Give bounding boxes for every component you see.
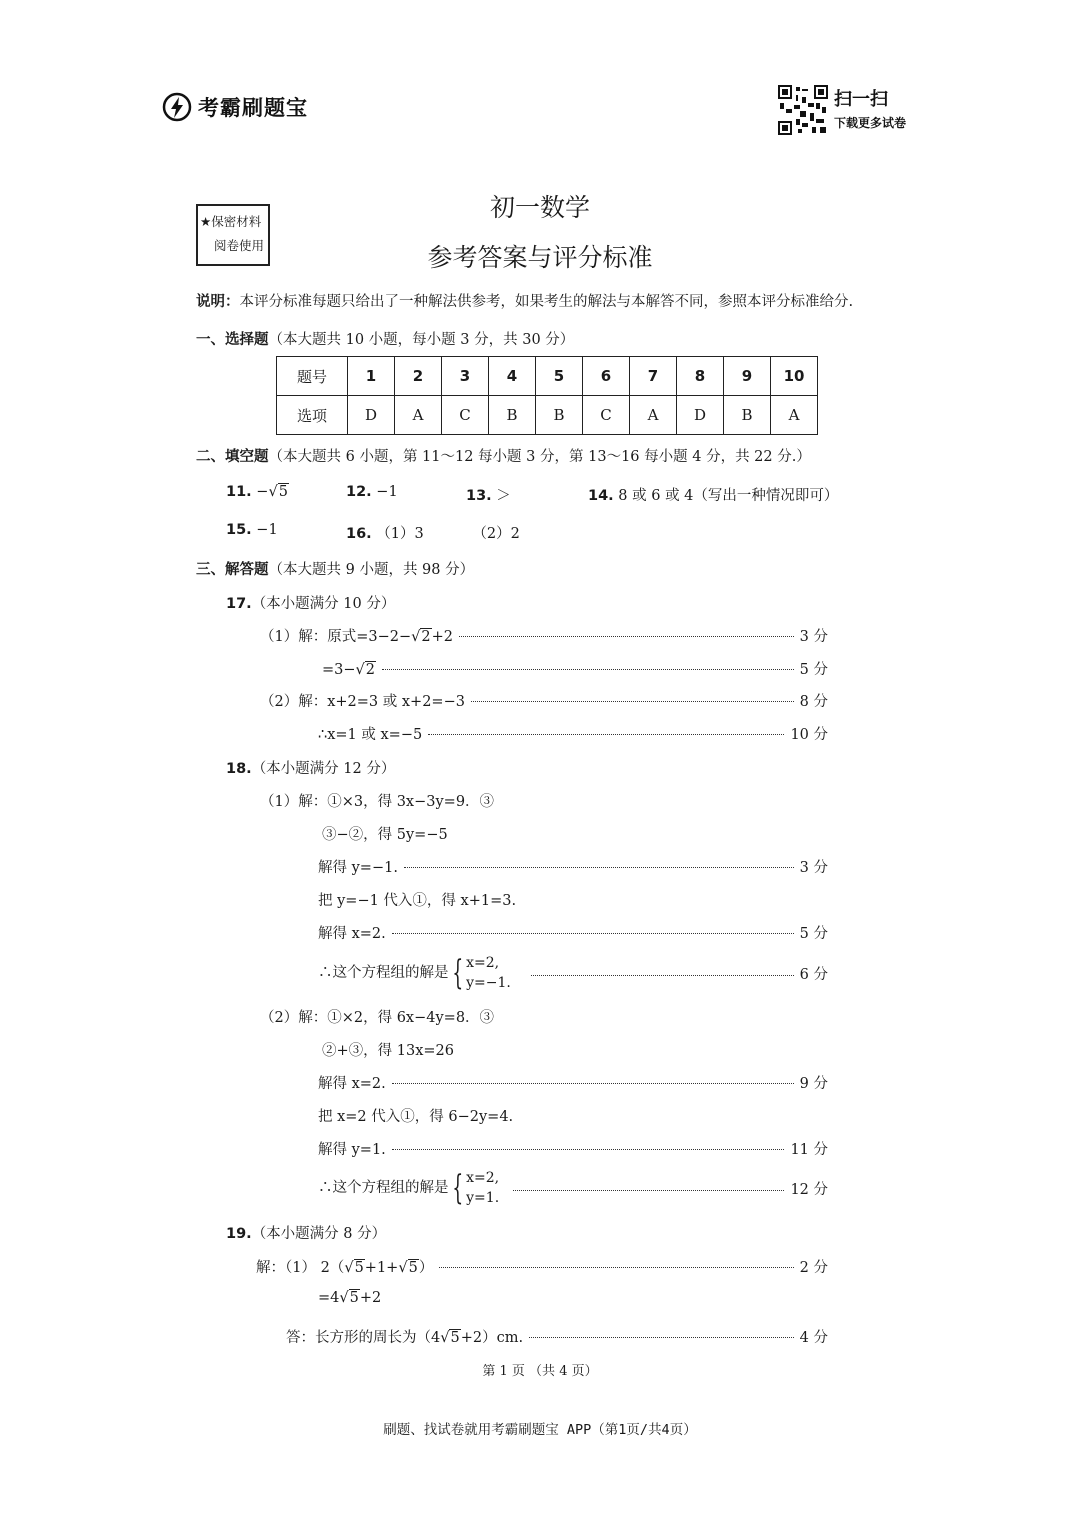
radicand: 5 xyxy=(408,1260,418,1276)
q18-a6-expr xyxy=(318,953,511,993)
score: 4 分 xyxy=(799,1330,828,1346)
leader-dots xyxy=(382,669,794,670)
q18-b2: ②+③，得 13x=26 xyxy=(322,1043,454,1059)
section-2-desc: （本大题共 6 小题，第 11～12 每小题 3 分，第 13～16 每小题 4 分，共 22 分.） xyxy=(268,449,811,465)
q12-answer: −1 xyxy=(376,484,398,500)
section-1-desc: （本大题共 10 小题，每小题 3 分，共 30 分） xyxy=(268,332,575,348)
stamp-line-1: ★保密材料 xyxy=(200,214,262,229)
q18-b4: 把 x=2 代入①，得 6−2y=4. xyxy=(318,1109,514,1125)
solution-text: ∴这个方程组的解是 xyxy=(318,1180,449,1196)
solution-x: x=2, xyxy=(466,1170,500,1186)
leader-dots xyxy=(428,734,784,735)
question-number: 4 xyxy=(489,357,536,396)
score: 6 分 xyxy=(799,966,828,983)
q14-number: 14. xyxy=(588,488,614,504)
q17-step-2-expr: =3−√2 xyxy=(322,662,376,678)
leader-dots xyxy=(531,975,794,976)
expr-part: =4 xyxy=(318,1290,340,1306)
score: 5 分 xyxy=(799,662,828,678)
q18-a2: ③−②，得 5y=−5 xyxy=(322,827,448,843)
score: 2 分 xyxy=(799,1260,828,1276)
fill-answer-14 xyxy=(588,484,838,505)
answer-cell: A xyxy=(630,396,677,435)
fill-answer-16 xyxy=(346,522,520,543)
scan-title: 扫一扫 xyxy=(834,89,888,110)
answer-cell: B xyxy=(724,396,771,435)
table-header-number: 题号 xyxy=(277,357,348,396)
score: 8 分 xyxy=(799,694,828,710)
answer-table xyxy=(276,356,818,435)
page-subtitle: 参考答案与评分标准 xyxy=(427,243,653,272)
question-number: 9 xyxy=(724,357,771,396)
answer-cell: B xyxy=(489,396,536,435)
section-3-desc: （本大题共 9 小题，共 98 分） xyxy=(268,562,475,578)
table-row-answers xyxy=(277,396,818,435)
expr-part: =3− xyxy=(322,662,356,678)
radicand: 2 xyxy=(365,662,376,678)
q19-step-3-expr: 答：长方形的周长为（4√5+2）cm. xyxy=(286,1330,524,1346)
q18-b6 xyxy=(318,1168,828,1208)
note-text: 本评分标准每题只给出了一种解法供参考，如果考生的解法与本解答不同，参照本评分标准给分. xyxy=(239,294,854,310)
q17-points: （本小题满分 10 分） xyxy=(251,596,396,612)
brace-glyph: { xyxy=(451,953,463,993)
q16-part-2: （2）2 xyxy=(472,526,520,542)
q18-a1: （1）解：①×3，得 3x−3y=9．③ xyxy=(260,794,495,810)
expr-part: +2）cm. xyxy=(460,1330,524,1346)
question-number: 7 xyxy=(630,357,677,396)
brand-logo xyxy=(162,92,308,122)
leader-dots xyxy=(459,636,794,637)
q17-step-4 xyxy=(318,723,828,744)
fill-answer-15 xyxy=(226,522,278,538)
question-number: 8 xyxy=(677,357,724,396)
fill-answer-11: 11. −√5 xyxy=(226,484,288,500)
q13-answer: ＞ xyxy=(496,488,511,504)
radicand: 5 xyxy=(349,1290,359,1306)
q17-step-2 xyxy=(322,658,828,679)
q18-number: 18. xyxy=(226,761,252,777)
leader-dots xyxy=(439,1267,793,1268)
scan-prompt xyxy=(834,90,906,131)
stamp-line-2: 阅卷使用 xyxy=(214,238,265,253)
equation-system xyxy=(449,953,511,993)
q19-step-1 xyxy=(256,1256,828,1277)
q19-number: 19. xyxy=(226,1226,252,1242)
scan-subtitle: 下载更多试卷 xyxy=(834,116,907,130)
q18-b5-expr: 解得 y=1. xyxy=(318,1142,386,1158)
leader-dots xyxy=(513,1190,784,1191)
app-promo-footer: 刷题、找试卷就用考霸刷题宝 APP（第1页/共4页） xyxy=(383,1422,697,1438)
q11-sign: − xyxy=(256,484,269,500)
brand-name: 考霸刷题宝 xyxy=(198,96,308,120)
leader-dots xyxy=(471,701,794,702)
score: 5 分 xyxy=(799,926,828,942)
q18-b3-expr: 解得 x=2. xyxy=(318,1076,386,1092)
q19-points: （本小题满分 8 分） xyxy=(251,1226,387,1242)
fill-answer-12 xyxy=(346,484,398,500)
section-3-heading xyxy=(196,558,474,579)
score: 9 分 xyxy=(799,1076,828,1092)
q17-number: 17. xyxy=(226,596,252,612)
q18-a5 xyxy=(318,922,828,943)
q18-a3-expr: 解得 y=−1. xyxy=(318,860,398,876)
q12-number: 12. xyxy=(346,484,372,500)
q17-step-1-expr: （1）解：原式=3−2−√2+2 xyxy=(260,629,453,645)
expr-part: +1+ xyxy=(364,1260,399,1276)
q13-number: 13. xyxy=(466,488,492,504)
equation-system xyxy=(449,1168,500,1208)
radicand: 2 xyxy=(421,629,431,645)
expr-part: +2 xyxy=(359,1290,382,1306)
q19-heading xyxy=(226,1222,386,1243)
q18-heading xyxy=(226,757,395,778)
score: 10 分 xyxy=(790,727,828,743)
q14-answer: 8 或 6 或 4（写出一种情况即可） xyxy=(618,488,839,504)
answer-cell: A xyxy=(771,396,818,435)
note-label: 说明： xyxy=(196,294,240,310)
page-number: 第 1 页 （共 4 页） xyxy=(482,1364,598,1379)
q17-step-3 xyxy=(260,690,828,711)
question-number: 6 xyxy=(583,357,630,396)
score: 11 分 xyxy=(790,1142,828,1158)
leader-dots xyxy=(404,867,794,868)
answer-cell: D xyxy=(677,396,724,435)
radicand: 5 xyxy=(450,1330,460,1346)
section-1-label: 一、选择题 xyxy=(196,332,269,348)
q17-step-1 xyxy=(260,625,828,646)
solution-text: ∴这个方程组的解是 xyxy=(318,965,449,981)
expr-part: （1）解：原式=3−2− xyxy=(260,629,412,645)
score: 3 分 xyxy=(799,860,828,876)
section-1-heading xyxy=(196,328,574,349)
question-number: 3 xyxy=(442,357,489,396)
q18-a6 xyxy=(318,953,828,993)
grading-note xyxy=(196,290,853,311)
section-3-label: 三、解答题 xyxy=(196,562,269,578)
q17-step-4-expr: ∴x=1 或 x=−5 xyxy=(318,727,423,743)
page-title: 初一数学 xyxy=(489,193,590,222)
section-2-label: 二、填空题 xyxy=(196,449,269,465)
question-number: 10 xyxy=(771,357,818,396)
solution-y: y=−1. xyxy=(466,975,511,991)
answer-cell: B xyxy=(536,396,583,435)
q15-number: 15. xyxy=(226,522,252,538)
q16-part-1: （1）3 xyxy=(376,526,424,542)
q18-a3 xyxy=(318,856,828,877)
q11-number: 11. xyxy=(226,484,252,500)
score: 12 分 xyxy=(790,1181,828,1198)
answer-cell: D xyxy=(348,396,395,435)
q18-a5-expr: 解得 x=2. xyxy=(318,926,386,942)
answer-cell: C xyxy=(442,396,489,435)
q18-b5 xyxy=(318,1138,828,1159)
question-number: 1 xyxy=(348,357,395,396)
section-2-heading xyxy=(196,445,811,466)
brace-glyph: { xyxy=(451,1168,463,1208)
radicand: 5 xyxy=(354,1260,364,1276)
expr-part: +2 xyxy=(431,629,453,645)
q19-step-2: =4√5+2 xyxy=(318,1290,382,1306)
q19-step-1-expr: 解：（1） 2（√5+1+√5） xyxy=(256,1260,434,1276)
leader-dots xyxy=(392,933,794,934)
leader-dots xyxy=(392,1149,785,1150)
question-number: 5 xyxy=(536,357,583,396)
q16-number: 16. xyxy=(346,526,372,542)
fill-answer-13 xyxy=(466,484,511,505)
q17-step-3-expr: （2）解：x+2=3 或 x+2=−3 xyxy=(260,694,465,710)
expr-part: 解：（1） 2（ xyxy=(256,1260,345,1276)
leader-dots xyxy=(392,1083,794,1084)
answer-cell: A xyxy=(395,396,442,435)
leader-dots xyxy=(529,1337,794,1338)
qr-code-icon[interactable] xyxy=(778,85,828,135)
answer-cell: C xyxy=(583,396,630,435)
q17-heading xyxy=(226,592,395,613)
lightning-bolt-icon xyxy=(162,92,192,122)
question-number: 2 xyxy=(395,357,442,396)
q18-a4: 把 y=−1 代入①，得 x+1=3. xyxy=(318,893,517,909)
solution-y: y=1. xyxy=(466,1190,500,1206)
q19-step-3 xyxy=(286,1326,828,1347)
q18-b6-expr xyxy=(318,1168,499,1208)
table-header-option: 选项 xyxy=(277,396,348,435)
q18-b3 xyxy=(318,1072,828,1093)
q15-answer: −1 xyxy=(256,522,278,538)
expr-part: ） xyxy=(418,1260,434,1276)
solution-x: x=2, xyxy=(466,955,500,971)
table-row-numbers xyxy=(277,357,818,396)
q18-b1: （2）解：①×2，得 6x−4y=8．③ xyxy=(260,1010,495,1026)
q18-points: （本小题满分 12 分） xyxy=(251,761,396,777)
q11-radicand: 5 xyxy=(278,484,288,500)
score: 3 分 xyxy=(799,629,828,645)
expr-part: 答：长方形的周长为（4 xyxy=(286,1330,441,1346)
